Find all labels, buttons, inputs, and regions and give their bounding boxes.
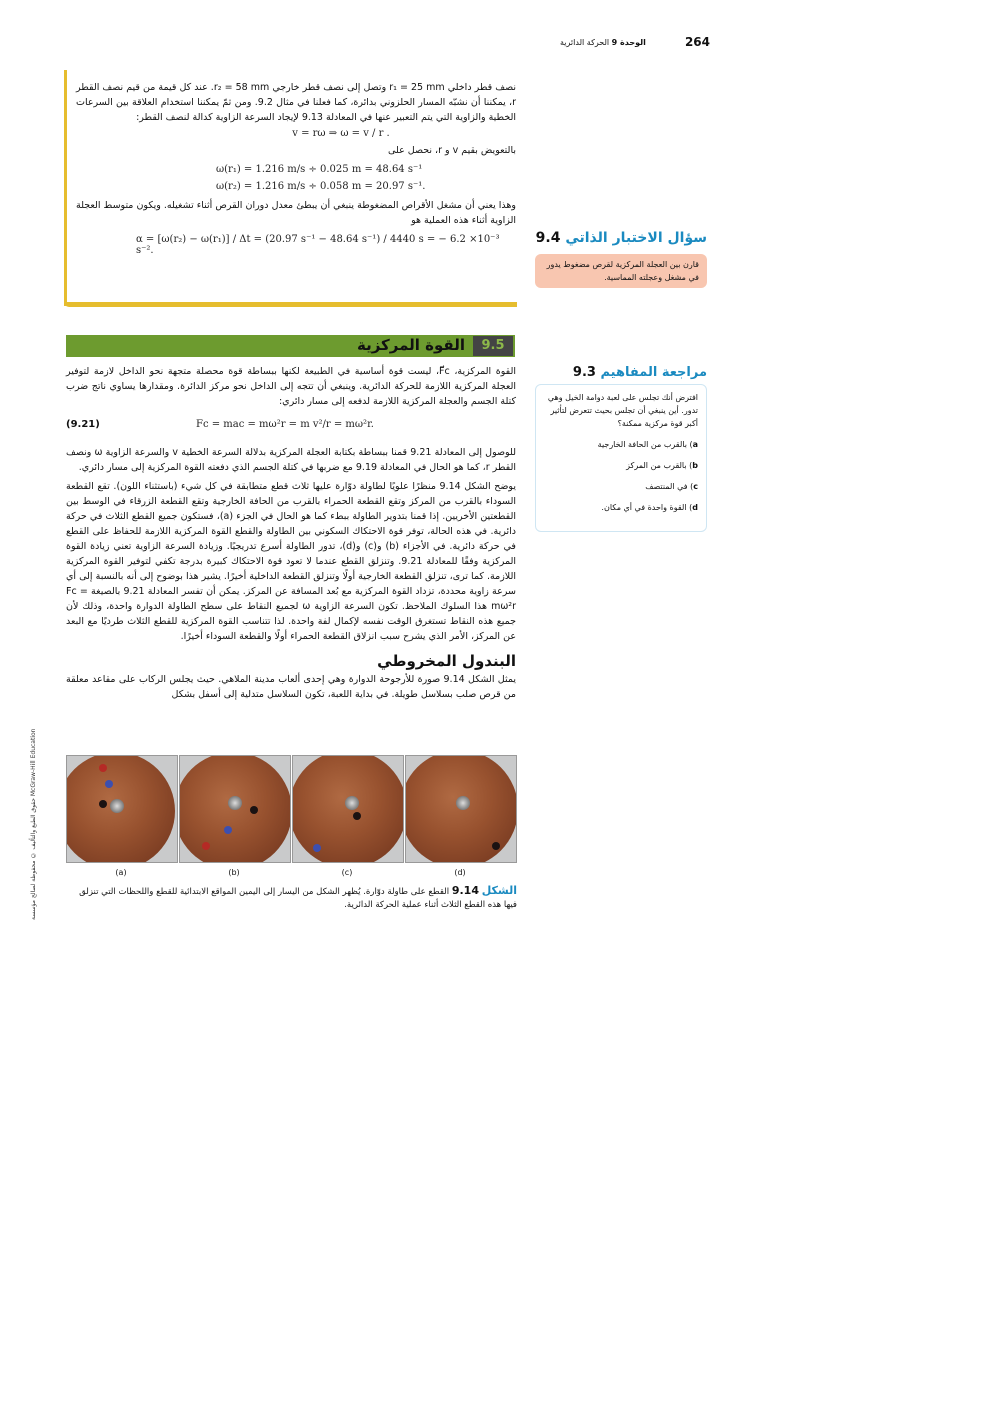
- figure-caption-number: 9.14: [451, 884, 479, 897]
- unit-label: الوحدة 9 الحركة الدائرية: [560, 37, 646, 47]
- example-paragraph-3: وهذا يعني أن مشغل الأقراص المضغوطة ينبغي أن يبطئ معدل دوران القرص أثناء تشغيله. ويكون متوسط العجلة الزاوية أثناء هذه العملية هو: [76, 200, 516, 226]
- equation-omega-r1: ω(r₁) = 1.216 m/s ÷ 0.025 m = 48.64 s⁻¹: [216, 164, 423, 175]
- self-test-box: [535, 230, 707, 288]
- option-c[interactable]: c) في المنتصف: [645, 482, 698, 491]
- body-paragraph-2: للوصول إلى المعادلة 9.21 قمنا ببساطة بكتابة العجلة المركزية بدلالة السرعة الخطية v والسرعة الزاوية ω ونصف القطر r، كما هو الحال في المعادلة 9.19 مع ضربها في كتلة الجسم الذي دفعته القوة المركزية إلى مسار دائري.: [66, 447, 517, 473]
- figure-label-c: (c): [341, 868, 353, 877]
- figure-caption-text: القطع على طاولة دوّارة. يُظهر الشكل من اليسار إلى اليمين المواقع الابتدائية للقطع واللحظات التي تنزلق فيها هذه القطع الثلاث أثناء عملية الحركة الدائرية.: [79, 887, 517, 910]
- body-paragraph-4: يمثل الشكل 9.14 صورة للأرجوحة الدوارة وهي إحدى ألعاب مدينة الملاهي. حيث يجلس الركاب على مقاعد معلقة من قرص صلب بسلاسل طويلة. في بداية اللعبة، تكون السلاسل متدلية إلى أسفل بشكل: [66, 674, 517, 700]
- copyright-side-text: حقوق الطبع والتأليف © محفوظة لصالح مؤسسة McGraw-Hill Education: [30, 728, 37, 920]
- figure-caption-label: الشكل: [481, 884, 517, 897]
- figure-label-a: (a): [115, 868, 127, 877]
- body-paragraph-1: القوة المركزية، F⃗c، ليست قوة أساسية في الطبيعة لكنها ببساطة قوة محصلة متجهة نحو الداخل لازمة لتوفير العجلة المركزية اللازمة للحركة الدائرية. وينبغي أن تتجه إلى الداخل نحو مركز الدائرة. ومقدارها يساوي ناتج ضرب كتلة الجسم والعجلة المركزية اللازمة لدفعه إلى مسار دائري:: [66, 366, 516, 407]
- figure-label-b: (b): [228, 868, 240, 877]
- equation-centripetal-force: Fc = mac = mω²r = m v²/r = mω²r.: [196, 419, 374, 430]
- figure-label-d: (d): [454, 868, 466, 877]
- example-paragraph-2: بالتعويض بقيم v و r، نحصل على: [388, 145, 516, 156]
- option-b[interactable]: b) بالقرب من المركز: [626, 461, 698, 470]
- equation-v-omega: v = rω ⇒ ω = v / r .: [292, 128, 390, 139]
- concept-check-title: مراجعة المفاهيم 9.3: [572, 365, 707, 380]
- equation-number: (9.21): [66, 419, 100, 430]
- figure-photo-c: [292, 755, 404, 863]
- blue-piece: [105, 780, 113, 788]
- red-piece: [202, 842, 210, 850]
- blue-piece: [313, 844, 321, 852]
- figure-photo-a: [66, 755, 178, 863]
- black-piece: [99, 800, 107, 808]
- subhead-conical-pendulum: البندول المخروطي: [377, 652, 516, 670]
- body-paragraph-3: يوضح الشكل 9.14 منظرًا علويًا لطاولة دوّارة عليها ثلاث قطع متطابقة في كل شيء (باستثناء اللون). تقع القطعة السوداء بالقرب من المركز وتقع القطعة الحمراء بالقرب من الحافة الخارجية وتقع القطعة الزرقاء في الوسط بين القطعتين الأخريين. إذا قمنا بتدوير الطاولة ببطء كما هو الحال في الجزء (a)، فستكون جميع القطع الثلاث في حركة دائرية. في هذه الحالة، توفر قوة الاحتكاك السكوني بين الطاولة والقطع القوة المركزية اللازمة للحفاظ على القطع في حركة دائرية. في الأجزاء (b) و(c) و(d)، تدور الطاولة أسرع تدريجيًا. وزيادة السرعة الزاوية تعني زيادة القوة المركزية وفقًا للمعادلة 9.21. وتنزلق القطع عندما لا تعود قوة الاحتكاك كبيرة بدرجة تكفي لتوفير القوة المركزية اللازمة. كما ترى، تنزلق القطعة الخارجية أولًا وتنزلق القطعة الداخلية أخيرًا. يشير هذا بوضوح إلى أنه بالنسبة إلى أي سرعة زاوية محددة، تزداد القوة المركزية مع بُعد المسافة عن المركز. يمكن أن تفسر المعادلة 9.21 بالصيغة Fc = mω²r هذا السلوك الملاحظ. تكون السرعة الزاوية ω لجميع النقاط على سطح الطاولة الدوارة واحدة، وذلك لأن جميع هذه النقاط تستغرق الوقت نفسه لإكمال لفة واحدة. لذا تتناسب القوة المركزية للقطع الثلاث طرديًا مع البعد عن المركز، الأمر الذي يشرح سبب انزلاق القطعة الحمراء أولًا والقطعة السوداء أخيرًا.: [66, 481, 516, 642]
- figure-caption: [72, 884, 517, 912]
- black-piece: [492, 842, 500, 850]
- option-d[interactable]: d) القوة واحدة في أي مكان.: [601, 503, 698, 512]
- example-content: [76, 80, 516, 256]
- figure-photo-b: [179, 755, 291, 863]
- page-header: [560, 32, 710, 52]
- red-piece: [99, 764, 107, 772]
- concept-check-body: [535, 384, 707, 532]
- equation-row: [66, 413, 516, 441]
- section-number: 9.5: [473, 336, 513, 356]
- example-box-border: [64, 70, 67, 306]
- self-test-text: قارن بين العجلة المركزية لقرص مضغوط يدور في مشغل وعجلته المماسية.: [535, 254, 707, 288]
- page-number: 264: [684, 35, 710, 49]
- section-body: [66, 364, 516, 702]
- equation-omega-r2: ω(r₂) = 1.216 m/s ÷ 0.058 m = 20.97 s⁻¹.: [216, 181, 426, 192]
- black-piece: [353, 812, 361, 820]
- example-paragraph-1: نصف قطر داخلي r₁ = 25 mm وتصل إلى نصف قطر خارجي r₂ = 58 mm. عند كل قيمة من قيم نصف القطر r، يمكننا أن نشبّه المسار الحلزوني بدائرة، كما فعلنا في مثال 9.2. ومن ثمّ يمكننا استخدام العلاقة بين السرعات الخطية والزاوية التي يتم التعبير عنها في المعادلة 9.13 لإيجاد السرعة الزاوية كدالة لنصف القطر:: [76, 82, 516, 123]
- self-test-title: سؤال الاختبار الذاتي 9.4: [535, 230, 707, 246]
- black-piece: [250, 806, 258, 814]
- option-a[interactable]: a) بالقرب من الحافة الخارجية: [597, 440, 698, 449]
- concept-check-box: [535, 365, 707, 532]
- blue-piece: [224, 826, 232, 834]
- example-box-bottom: [64, 302, 517, 307]
- section-header: [66, 335, 515, 357]
- figure-photo-d: [405, 755, 517, 863]
- concept-check-question: افترض أنك تجلس على لعبة دوامة الخيل وهي تدور. أين ينبغي أن تجلس بحيث تتعرض لتأثير أكبر قوة مركزية ممكنة؟: [547, 393, 698, 428]
- section-title: القوة المركزية: [357, 336, 465, 354]
- equation-alpha: α = [ω(r₂) − ω(r₁)] / Δt = (20.97 s⁻¹ − 48.64 s⁻¹) / 4440 s = − 6.2 ×10⁻³ s⁻².: [136, 234, 500, 256]
